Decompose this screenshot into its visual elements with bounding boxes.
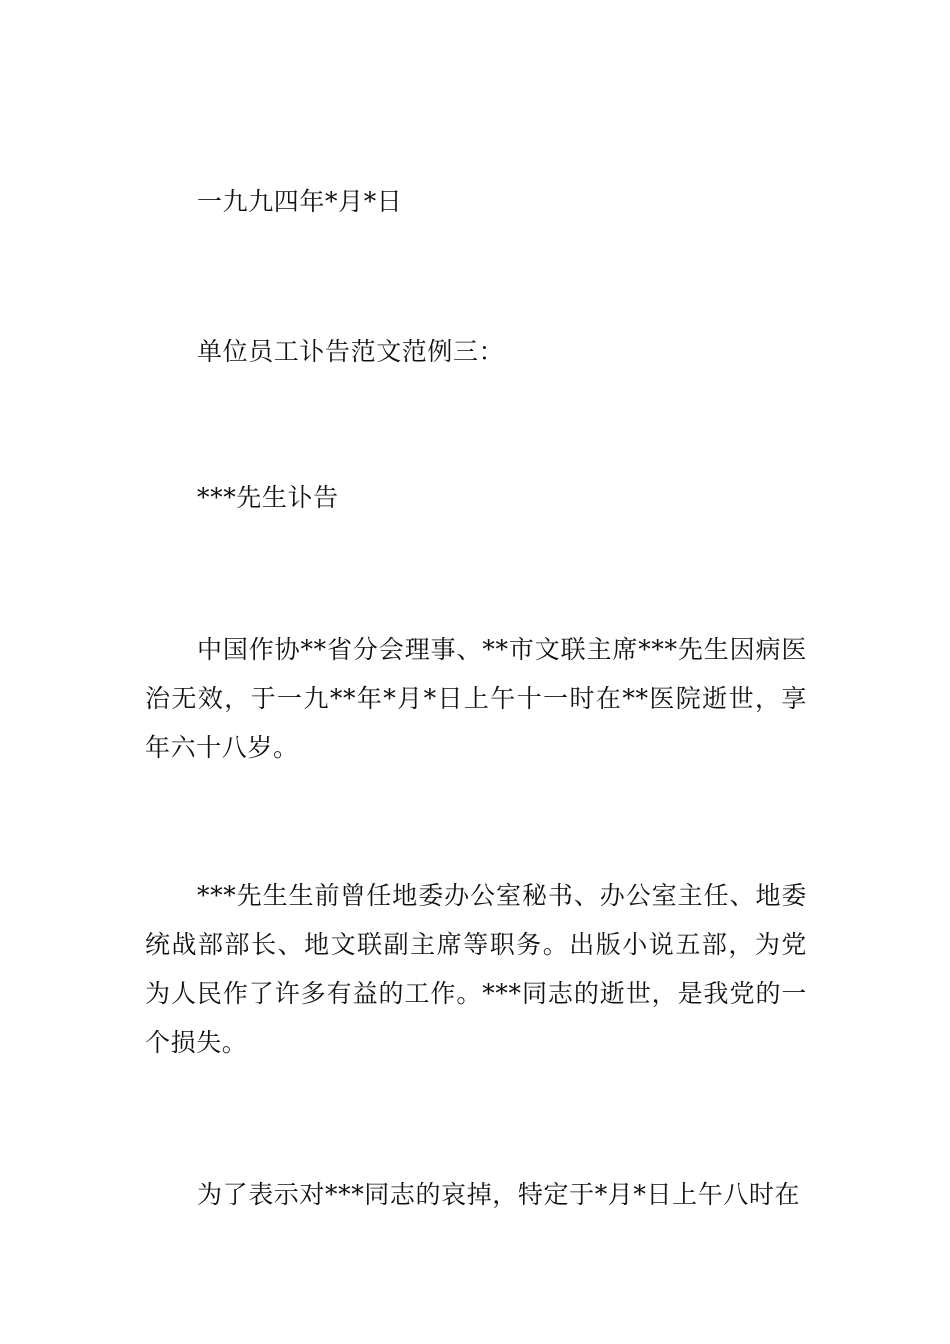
obituary-title: ***先生讣告 <box>197 483 339 512</box>
body-paragraph-2: ***先生生前曾任地委办公室秘书、办公室主任、地委统战部部长、地文联副主席等职务。出版小说五部，为党为人民作了许多有益的工作。***同志的逝世，是我党的一个损失。 <box>145 881 807 1057</box>
body-paragraph-3: 为了表示对***同志的哀掉，特定于*月*日上午八时在 <box>197 1180 801 1209</box>
body-paragraph-1: 中国作协**省分会理事、**市文联主席***先生因病医治无效，于一九**年*月*日上午十一时在**医院逝世，享年六十八岁。 <box>145 635 807 762</box>
date-line: 一九九四年*月*日 <box>197 187 403 216</box>
section-heading: 单位员工讣告范文范例三： <box>197 337 505 366</box>
